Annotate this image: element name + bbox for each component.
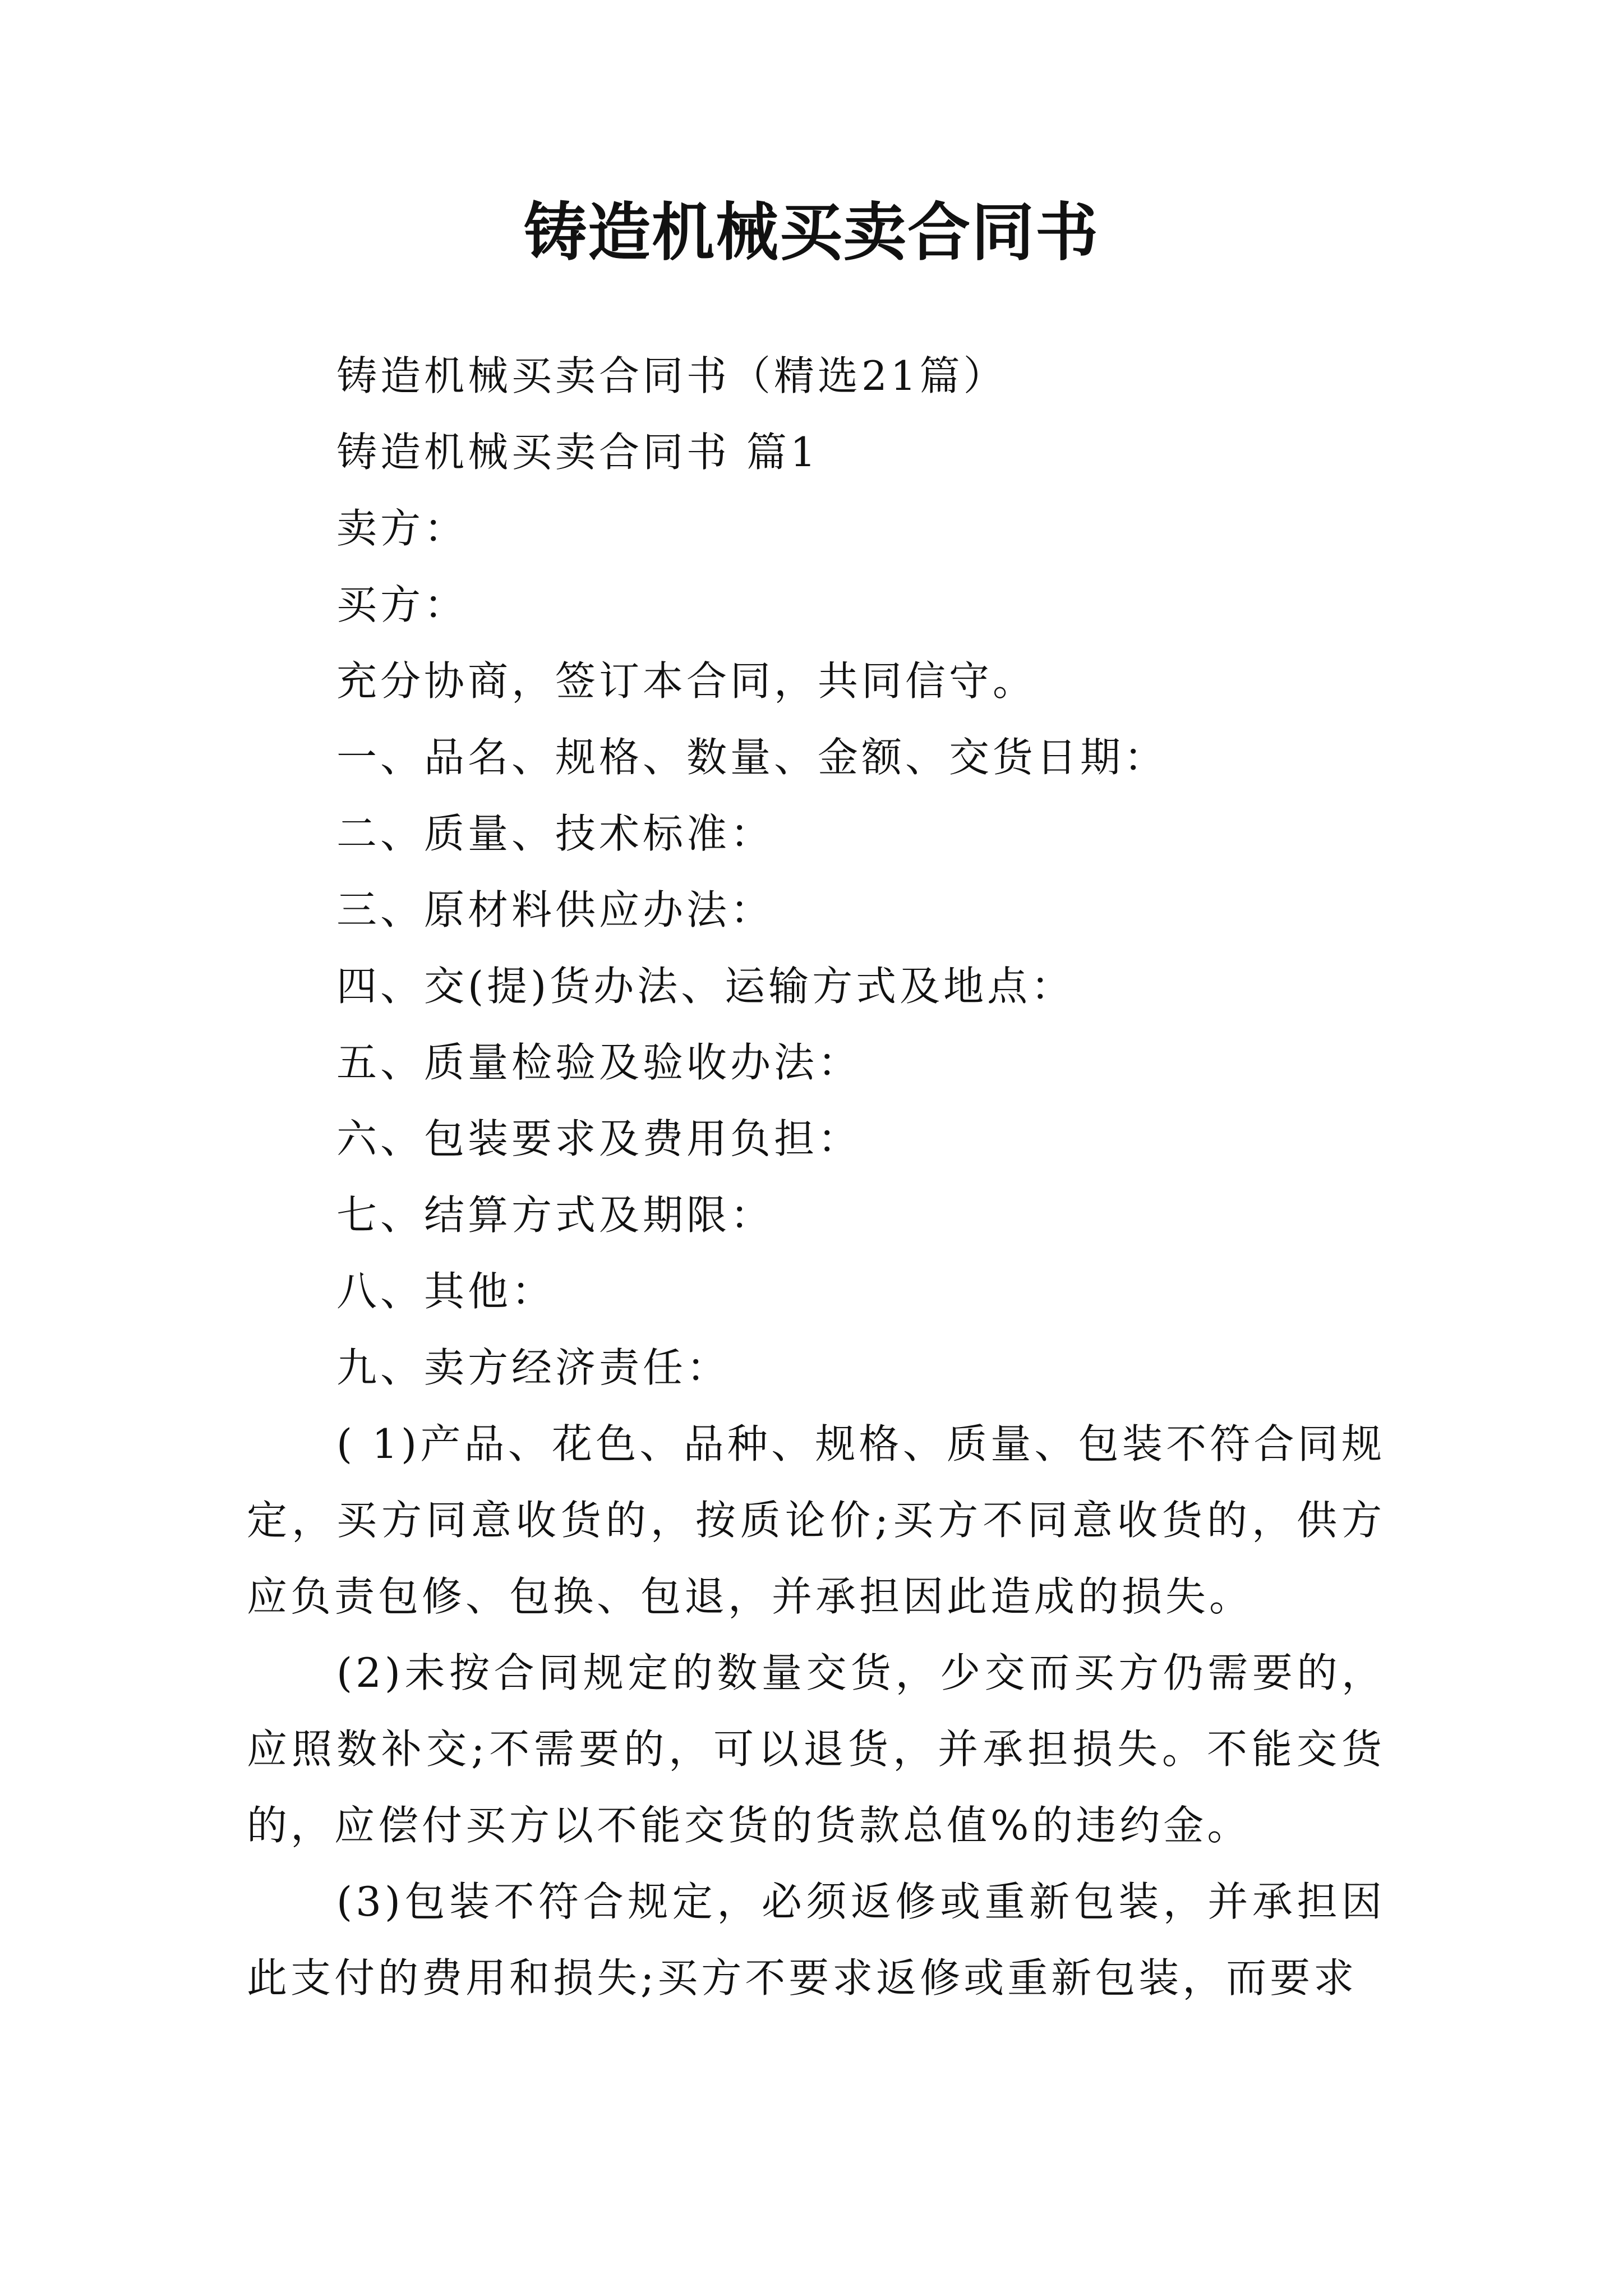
- liability-paragraph-3: (3)包装不符合规定，必须返修或重新包装，并承担因此支付的费用和损失;买方不要求返修或重新包装，而要求: [247, 1878, 1385, 2001]
- section-heading: 铸造机械买卖合同书 篇1: [336, 429, 819, 476]
- buyer-field: 买方：: [336, 581, 468, 628]
- document-title: 铸造机械买卖合同书: [524, 196, 1099, 269]
- document-body: [247, 338, 1385, 2016]
- clause-6: 六、包装要求及费用负担：: [336, 1115, 862, 1162]
- clause-2: 二、质量、技术标准：: [336, 810, 774, 857]
- clause-9: 九、卖方经济责任：: [336, 1344, 731, 1391]
- clause-1: 一、品名、规格、数量、金额、交货日期：: [336, 734, 1168, 781]
- liability-paragraph-1: ( 1)产品、花色、品种、规格、质量、包装不符合同规定，买方同意收货的，按质论价;买方不同意收货的，供方应负责包修、包换、包退，并承担因此造成的损失。: [247, 1420, 1385, 1620]
- liability-paragraph-2: (2)未按合同规定的数量交货，少交而买方仍需要的，应照数补交;不需要的，可以退货，并承担损失。不能交货的，应偿付买方以不能交货的货款总值%的违约金。: [247, 1649, 1385, 1849]
- clause-8: 八、其他：: [336, 1268, 556, 1315]
- preamble-line: 充分协商，签订本合同，共同信守。: [336, 657, 1037, 705]
- clause-7: 七、结算方式及期限：: [336, 1191, 774, 1239]
- subtitle-line: 铸造机械买卖合同书（精选21篇）: [336, 352, 1007, 399]
- clause-3: 三、原材料供应办法：: [336, 886, 774, 933]
- seller-field: 卖方：: [336, 505, 468, 552]
- clause-5: 五、质量检验及验收办法：: [336, 1039, 862, 1086]
- clause-4: 四、交(提)货办法、运输方式及地点：: [336, 963, 1075, 1010]
